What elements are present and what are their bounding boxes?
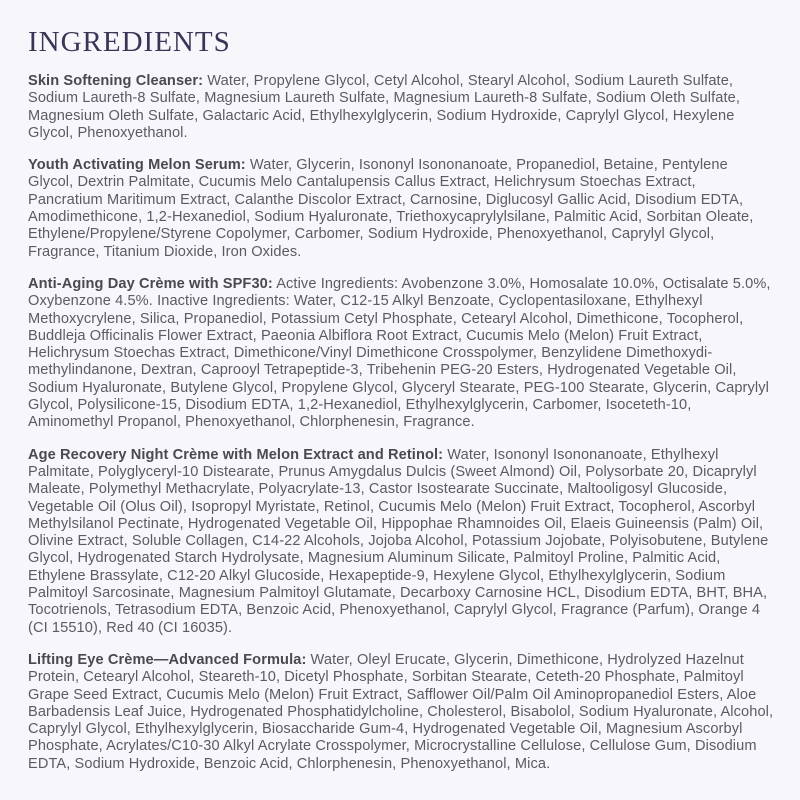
- product-paragraph-anti-aging-day-creme: [28, 276, 774, 432]
- product-ingredient-list: Active Ingredients: Avobenzone 3.0%, Homosalate 10.0%, Octisalate 5.0%, Oxybenzone 4.5%. Inactive Ingredients: Water, C12-15 Alkyl Benzoate, Cyclopentasiloxane, Ethylhexyl Methoxycrylene, Silica, Propanediol, Potassium Cetyl Phosphate, Cetearyl Alcohol, Dimethicone, Tocopherol, Buddleja Officinalis Flower Extract, Paeonia Albiflora Root Extract, Cucumis Melo (Melon) Fruit Extract, Helichrysum Stoechas Extract, Dimethicone/Vinyl Dimethicone Crosspolymer, Benzylidene Dimethoxydi-methylindanone, Dextran, Caprooyl Tetrapeptide-3, Tribehenin PEG-20 Esters, Hydrogenated Vegetable Oil, Sodium Hyaluronate, Butylene Glycol, Propylene Glycol, Glyceryl Stearate, PEG-100 Stearate, Glycerin, Caprylyl Glycol, Polysilicone-15, Disodium EDTA, 1,2-Hexanediol, Ethylhexylglycerin, Carbomer, Isoceteth-10, Aminomethyl Propanol, Phenoxyethanol, Chlorphenesin, Fragrance.: [28, 275, 771, 431]
- product-ingredient-list: Water, Isononyl Isononanoate, Ethylhexyl Palmitate, Polyglyceryl-10 Distearate, Prunus Amygdalus Dulcis (Sweet Almond) Oil, Polysorbate 20, Dicaprylyl Maleate, Polymethyl Methacrylate, Polyacrylate-13, Castor Isostearate Succinate, Maltooligosyl Glucoside, Vegetable Oil (Olus Oil), Isopropyl Myristate, Retinol, Cucumis Melo (Melon) Fruit Extract, Tocopherol, Ascorbyl Methylsilanol Pectinate, Hydrogenated Vegetable Oil, Hippophae Rhamnoides Oil, Elaeis Guineensis (Palm) Oil, Olivine Extract, Soluble Collagen, C14-22 Alcohols, Jojoba Alcohol, Potassium Jojobate, Polyisobutene, Butylene Glycol, Hydrogenated Starch Hydrolysate, Magnesium Aluminum Silicate, Palmitoyl Proline, Palmitic Acid, Ethylene Brassylate, C12-20 Alkyl Glucoside, Hexapeptide-9, Hexylene Glycol, Ethylhexylglycerin, Sodium Palmitoyl Sarcosinate, Magnesium Palmitoyl Glutamate, Decarboxy Carnosine HCL, Disodium EDTA, BHT, BHA, Tocotrienols, Tetrasodium EDTA, Benzoic Acid, Phenoxyethanol, Caprylyl Glycol, Fragrance (Parfum), Orange 4 (CI 15510), Red 40 (CI 16035).: [28, 446, 769, 636]
- product-paragraph-age-recovery-night-creme: [28, 447, 774, 637]
- product-paragraph-skin-softening-cleanser: [28, 73, 774, 142]
- product-name: Skin Softening Cleanser:: [28, 73, 204, 89]
- product-ingredient-list: Water, Propylene Glycol, Cetyl Alcohol, Stearyl Alcohol, Sodium Laureth Sulfate, Sodium Laureth-8 Sulfate, Magnesium Laureth Sulfate, Magnesium Laureth-8 Sulfate, Sodium Oleth Sulfate, Magnesium Oleth Sulfate, Galactaric Acid, Ethylhexylglycerin, Sodium Hydroxide, Caprylyl Glycol, Hexylene Glycol, Phenoxyethanol.: [28, 73, 741, 141]
- product-paragraph-lifting-eye-creme: [28, 652, 774, 773]
- product-name: Lifting Eye Crème—Advanced Formula:: [28, 651, 307, 668]
- product-list: [28, 73, 774, 773]
- product-name: Youth Activating Melon Serum:: [28, 157, 246, 174]
- product-ingredient-list: Water, Oleyl Erucate, Glycerin, Dimethicone, Hydrolyzed Hazelnut Protein, Cetearyl Alcohol, Steareth-10, Dicetyl Phosphate, Sorbitan Stearate, Ceteth-20 Phosphate, Palmitoyl Grape Seed Extract, Cucumis Melo (Melon) Fruit Extract, Safflower Oil/Palm Oil Aminopropanediol Esters, Aloe Barbadensis Leaf Juice, Hydrogenated Phosphatidylcholine, Cholesterol, Bisabolol, Sodium Hyaluronate, Alcohol, Caprylyl Glycol, Ethylhexylglycerin, Biosaccharide Gum-4, Hydrogenated Vegetable Oil, Magnesium Ascorbyl Phosphate, Acrylates/C10-30 Alkyl Acrylate Crosspolymer, Microcrystalline Cellulose, Cellulose Gum, Disodium EDTA, Sodium Hydroxide, Benzoic Acid, Chlorphenesin, Phenoxyethanol, Mica.: [28, 651, 774, 772]
- product-ingredient-list: Water, Glycerin, Isononyl Isononanoate, Propanediol, Betaine, Pentylene Glycol, Dextrin Palmitate, Cucumis Melo Cantalupensis Callus Extract, Helichrysum Stoechas Extract, Pancratium Maritimum Extract, Calanthe Discolor Extract, Carnosine, Diglucosyl Gallic Acid, Disodium EDTA, Amodimethicone, 1,2-Hexanediol, Sodium Hyaluronate, Triethoxycaprylylsilane, Palmitic Acid, Sorbitan Oleate, Ethylene/Propylene/Styrene Copolymer, Carbomer, Sodium Hydroxide, Phenoxyethanol, Caprylyl Glycol, Fragrance, Titanium Dioxide, Iron Oxides.: [28, 157, 754, 260]
- page-title: INGREDIENTS: [28, 26, 231, 58]
- product-name: Age Recovery Night Crème with Melon Extract and Retinol:: [28, 446, 444, 463]
- product-name: Anti-Aging Day Crème with SPF30:: [28, 275, 273, 292]
- product-paragraph-youth-activating-melon-serum: [28, 157, 774, 261]
